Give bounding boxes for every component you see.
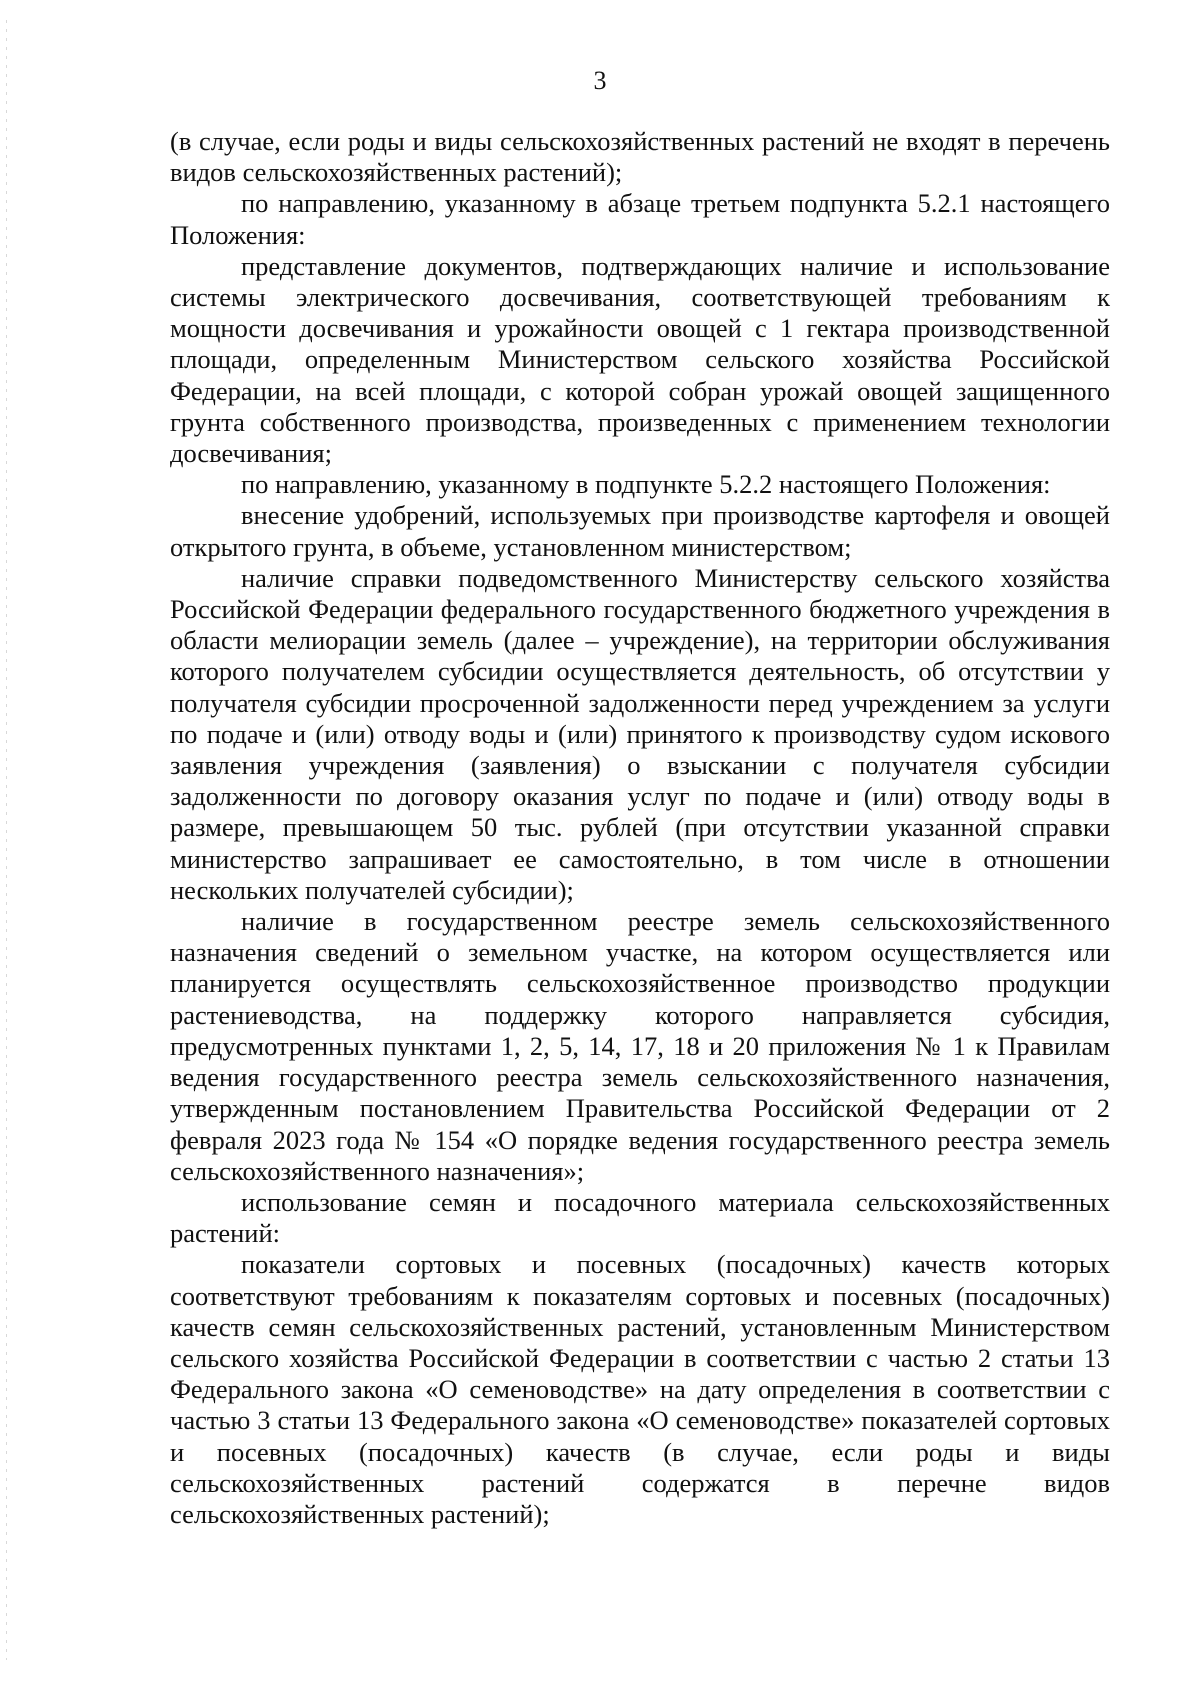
paragraph-lighting-documents: представление документов, подтверждающих наличие и использование системы электрического досвечивания, соответствующей требованиям к мощности досвечивания и урожайности овощей с 1 гектара производственной площади, определенным Министерством сельского хозяйства Российской Федерации, на всей площади, с которой собран урожай овощей защищенного грунта собственного производства, произведенных с применением технологии досвечивания; (170, 250, 1110, 469)
page-number: 3 (593, 66, 607, 95)
paragraph-land-registry: наличие в государственном реестре земель сельскохозяйственного назначения сведений о земельном участке, на котором осуществляется или планируется осуществлять сельскохозяйственное производство продукции растениеводства, на поддержку которого направляется субсидия, предусмотренных пунктами 1, 2, 5, 14, 17, 18 и 20 приложения № 1 к Правилам ведения государственного реестра земель сельскохозяйственного назначения, утвержденным постановлением Правительства Российской Федерации от 2 февраля 2023 года № 154 «О порядке ведения государственного реестра земель сельскохозяйственного назначения»; (170, 906, 1110, 1186)
paragraph-direction-5-2-1: по направлению, указанному в абзаце третьем подпункта 5.2.1 настоящего Положения: (170, 188, 1110, 250)
paragraph-direction-5-2-2: по направлению, указанному в подпункте 5.2.2 настоящего Положения: (241, 469, 1051, 500)
paragraph-continuation: (в случае, если роды и виды сельскохозяйственных растений не входят в перечень видов сельскохозяйственных растений); (170, 126, 1110, 188)
paragraph-seed-usage: использование семян и посадочного материала сельскохозяйственных растений: (170, 1186, 1110, 1249)
paragraph-seed-quality: показатели сортовых и посевных (посадочных) качеств которых соответствуют требованиям к показателям сортовых и посевных (посадочных) качеств семян сельскохозяйственных растений, установленным Министерством сельского хозяйства Российской Федерации в соответствии с частью 2 статьи 13 Федерального закона «О семеноводстве» на дату определения в соответствии с частью 3 статьи 13 Федерального закона «О семеноводстве» показателей сортовых и посевных (посадочных) качеств (в случае, если роды и виды сельскохозяйственных растений содержатся в перечне видов сельскохозяйственных растений); (170, 1249, 1110, 1529)
document-body (170, 126, 1110, 1530)
paragraph-fertilizers: внесение удобрений, используемых при производстве картофеля и овощей открытого грунта, в объеме, установленном министерством; (170, 500, 1110, 562)
scan-edge-artifact (6, 20, 7, 1660)
paragraph-reclamation-certificate: наличие справки подведомственного Министерству сельского хозяйства Российской Федерации федерального государственного бюджетного учреждения в области мелиорации земель (далее – учреждение), на территории обслуживания которого получателем субсидии осуществляется деятельность, об отсутствии у получателя субсидии просроченной задолженности перед учреждением за услуги по подаче и (или) отводу воды и (или) принятого к производству судом искового заявления учреждения (заявления) о взыскании с получателя субсидии задолженности по договору оказания услуг по подаче и (или) отводу воды в размере, превышающем 50 тыс. рублей (при отсутствии указанной справки министерство запрашивает ее самостоятельно, в том числе в отношении нескольких получателей субсидии); (170, 562, 1110, 905)
